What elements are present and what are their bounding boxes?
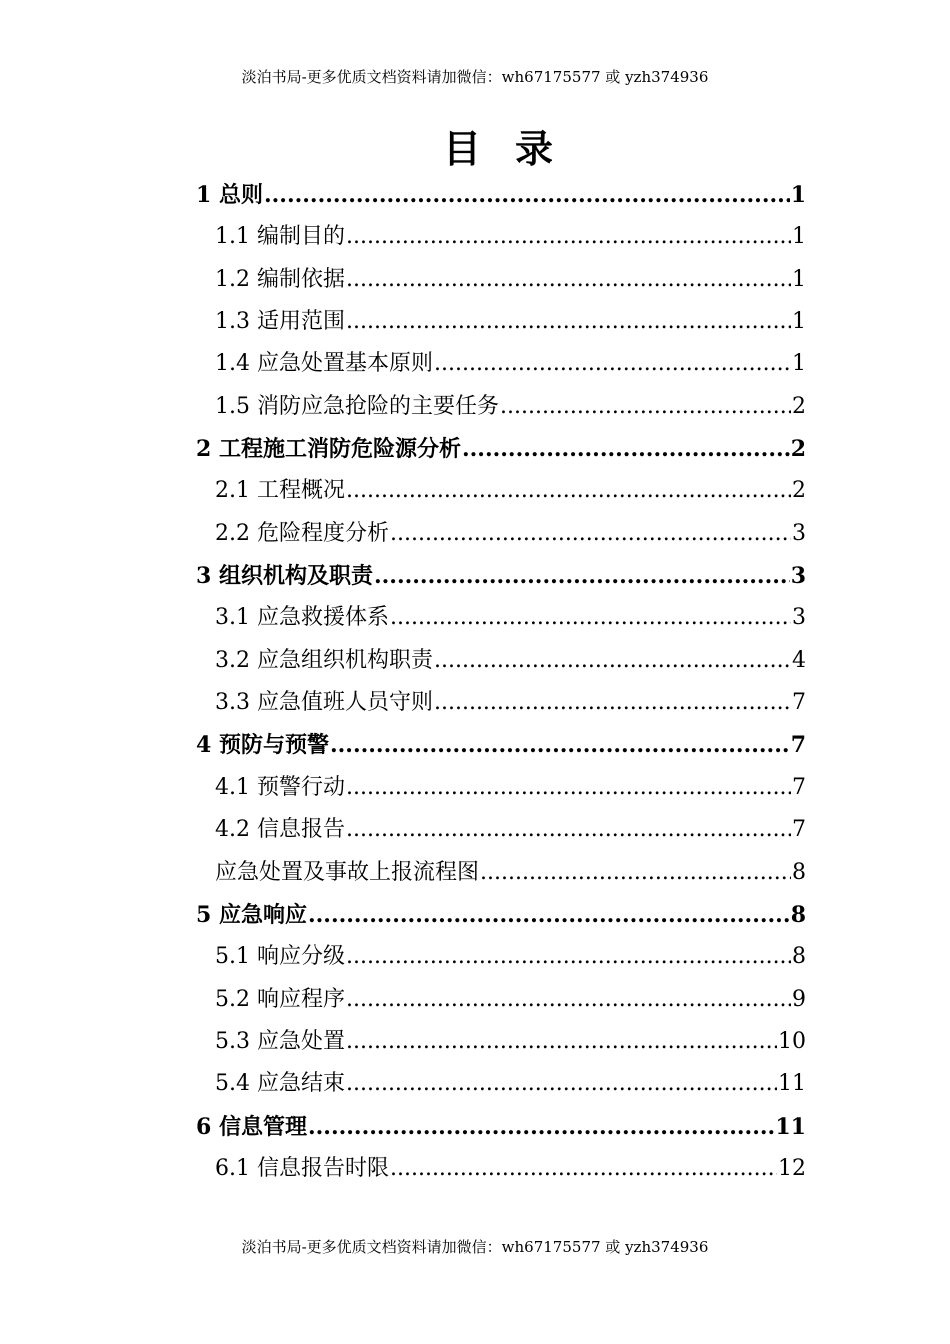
toc-entry-label: 2 工程施工消防危险源分析 (196, 436, 461, 463)
toc-entry-label: 2.2 危险程度分析 (215, 520, 389, 546)
toc-entry[interactable] (196, 724, 806, 766)
toc-dot-leader (390, 513, 791, 555)
toc-entry[interactable] (196, 767, 806, 809)
toc-dot-leader (346, 767, 791, 809)
toc-entry[interactable] (196, 301, 806, 343)
toc-entry-label: 6.1 信息报告时限 (215, 1155, 389, 1181)
toc-entry-page: 2 (792, 478, 806, 504)
toc-dot-leader (500, 386, 791, 428)
toc-entry-page: 11 (778, 1071, 806, 1097)
toc-entry-label: 2.1 工程概况 (215, 478, 345, 504)
toc-entry-label: 3.2 应急组织机构职责 (215, 647, 433, 673)
toc-entry-page: 1 (792, 224, 806, 250)
toc-entry-page: 8 (792, 944, 806, 970)
toc-entry-page: 3 (790, 563, 806, 590)
toc-entry-page: 7 (792, 774, 806, 800)
toc-entry[interactable] (196, 555, 806, 597)
toc-entry[interactable] (196, 640, 806, 682)
toc-entry[interactable] (196, 894, 806, 936)
toc-entry-label: 3.1 应急救援体系 (215, 605, 389, 631)
toc-dot-leader (434, 682, 791, 724)
toc-entry-page: 1 (790, 182, 806, 208)
toc-entry-label: 5.4 应急结束 (215, 1071, 345, 1097)
toc-entry[interactable] (196, 343, 806, 385)
toc-entry-label: 1.5 消防应急抢险的主要任务 (215, 393, 499, 419)
toc-entry[interactable] (196, 597, 806, 639)
toc-dot-leader (390, 1148, 777, 1190)
toc-entry-label: 1.2 编制依据 (215, 266, 345, 292)
toc-entry-label: 6 信息管理 (196, 1113, 307, 1140)
toc-entry-label: 3.3 应急值班人员守则 (215, 690, 433, 716)
toc-entry-page: 1 (792, 309, 806, 335)
toc-dot-leader (346, 470, 791, 512)
toc-entry-label: 4.2 信息报告 (215, 817, 345, 843)
toc-entry-label: 1.4 应急处置基本原则 (215, 351, 433, 377)
toc-entry-page: 9 (792, 986, 806, 1012)
toc-dot-leader (434, 640, 791, 682)
toc-dot-leader (346, 301, 791, 343)
toc-entry-label: 1 总则 (196, 182, 263, 208)
toc-dot-leader (346, 216, 791, 258)
toc-entry-label: 3 组织机构及职责 (196, 563, 373, 590)
toc-dot-leader (346, 979, 791, 1021)
toc-entry-page: 4 (792, 647, 806, 673)
toc-entry-page: 7 (792, 690, 806, 716)
toc-dot-leader (264, 174, 790, 216)
footer-note: 淡泊书局-更多优质文档资料请加微信：wh67175577 或 yzh374936 (241, 1238, 709, 1256)
toc-entry[interactable] (196, 259, 806, 301)
toc-entry-page: 11 (775, 1113, 806, 1140)
toc-entry-page: 7 (792, 817, 806, 843)
toc-entry[interactable] (196, 979, 806, 1021)
toc-entry-label: 5.3 应急处置 (215, 1028, 345, 1054)
toc-dot-leader (330, 724, 790, 766)
toc-title: 目录 (442, 126, 587, 171)
toc-entry[interactable] (196, 809, 806, 851)
toc-dot-leader (346, 1021, 777, 1063)
toc-entry-page: 7 (790, 732, 806, 759)
toc-entry[interactable] (196, 513, 806, 555)
toc-entry[interactable] (196, 470, 806, 512)
toc-entry-label: 5.1 响应分级 (215, 944, 345, 970)
toc-entry-page: 8 (792, 859, 806, 885)
toc-entry-page: 3 (792, 605, 806, 631)
toc-dot-leader (434, 343, 791, 385)
toc-entry[interactable] (196, 1106, 806, 1148)
toc-entry[interactable] (196, 1021, 806, 1063)
toc-entry-label: 4.1 预警行动 (215, 774, 345, 800)
toc-entry[interactable] (196, 682, 806, 724)
table-of-contents (196, 174, 806, 1190)
toc-dot-leader (346, 809, 791, 851)
toc-entry[interactable] (196, 428, 806, 470)
toc-entry-page: 3 (792, 520, 806, 546)
toc-dot-leader (390, 597, 791, 639)
toc-dot-leader (480, 852, 791, 894)
toc-dot-leader (308, 1106, 774, 1148)
toc-entry-label: 5 应急响应 (196, 901, 307, 928)
toc-entry-label: 4 预防与预警 (196, 732, 329, 759)
toc-entry-page: 8 (790, 901, 806, 928)
toc-dot-leader (346, 1063, 777, 1105)
toc-entry[interactable] (196, 852, 806, 894)
toc-entry-label: 1.3 适用范围 (215, 309, 345, 335)
toc-entry-page: 12 (778, 1155, 806, 1181)
toc-entry-label: 应急处置及事故上报流程图 (215, 859, 480, 885)
toc-dot-leader (462, 428, 790, 470)
toc-entry-label: 5.2 响应程序 (215, 986, 345, 1012)
toc-entry-page: 2 (792, 393, 806, 419)
toc-entry-page: 10 (778, 1028, 806, 1054)
toc-entry[interactable] (196, 936, 806, 978)
toc-entry[interactable] (196, 1148, 806, 1190)
toc-dot-leader (374, 555, 790, 597)
toc-entry[interactable] (196, 1063, 806, 1105)
toc-entry-page: 2 (790, 436, 806, 463)
toc-entry-page: 1 (792, 351, 806, 377)
toc-entry-label: 1.1 编制目的 (215, 224, 345, 250)
toc-dot-leader (346, 936, 791, 978)
toc-entry[interactable] (196, 174, 806, 216)
toc-dot-leader (346, 259, 791, 301)
toc-dot-leader (308, 894, 790, 936)
toc-entry[interactable] (196, 216, 806, 258)
toc-entry-page: 1 (792, 266, 806, 292)
toc-entry[interactable] (196, 386, 806, 428)
header-note: 淡泊书局-更多优质文档资料请加微信：wh67175577 或 yzh374936 (241, 68, 709, 86)
